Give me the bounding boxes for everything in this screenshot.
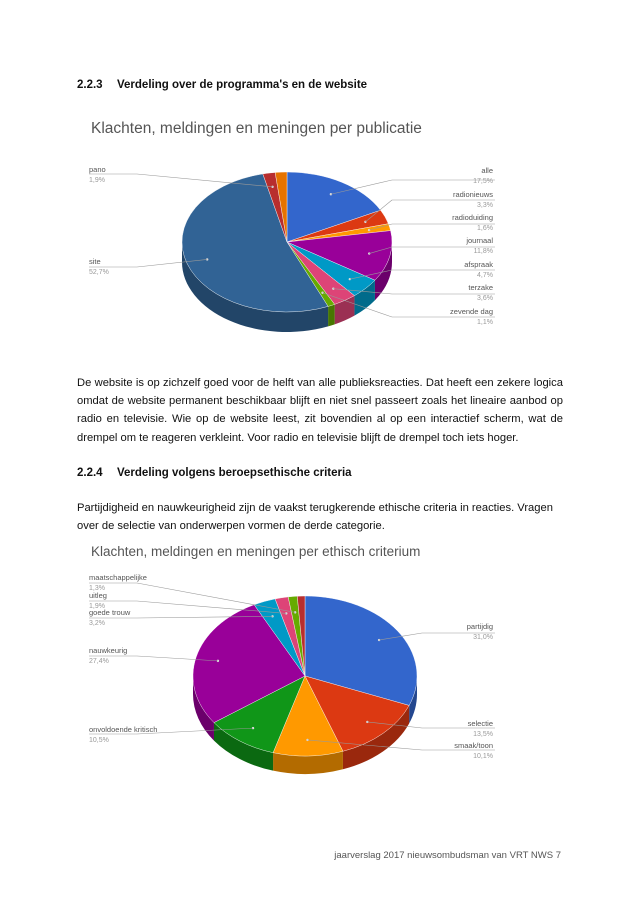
label-uitleg: uitleg bbox=[89, 591, 107, 600]
value-maatschappelijke: 1,3% bbox=[89, 585, 105, 592]
paragraph-website: De website is op zichzelf goed voor de helft van alle publieksreacties. Dat heeft een zekere logica omdat de website permanent beschikbaar blijft en niet snel passeert zoals het lineaire aanbod op radio en televisie. Wie op de website leest, zit bovendien al op een interactief scherm, wat de drempel om te reageren verkleint. Voor radio en televisie blijft de drempel toch iets hoger. bbox=[77, 377, 563, 444]
section-title: Verdeling volgens beroepsethische criteria bbox=[117, 467, 352, 479]
label-terzake: terzake bbox=[468, 283, 493, 292]
value-terzake: 3,6% bbox=[477, 295, 493, 302]
value-afspraak: 4,7% bbox=[477, 272, 493, 279]
value-zevende-dag: 1,1% bbox=[477, 319, 493, 326]
label-nauwkeurig: nauwkeurig bbox=[89, 646, 128, 655]
label-selectie: selectie bbox=[467, 719, 493, 728]
value-smaak-toon: 10,1% bbox=[473, 753, 493, 760]
label-afspraak: afspraak bbox=[464, 260, 493, 269]
label-goede-trouw: goede trouw bbox=[89, 608, 131, 617]
chart-publicatie bbox=[77, 112, 563, 347]
value-radionieuws: 3,3% bbox=[477, 202, 493, 209]
label-journaal: journaal bbox=[466, 236, 493, 245]
section-number: 2.2.3 bbox=[77, 79, 103, 91]
value-journaal: 11,8% bbox=[473, 248, 493, 255]
value-radioduiding: 1,6% bbox=[477, 225, 493, 232]
value-partijdig: 31,0% bbox=[473, 634, 493, 641]
leader-line-maatschappelijke bbox=[137, 583, 295, 612]
section-title: Verdeling over de programma's en de website bbox=[117, 79, 368, 91]
pie-side-zevende-dag bbox=[328, 304, 335, 326]
label-alle: alle bbox=[481, 166, 493, 175]
label-radionieuws: radionieuws bbox=[452, 190, 493, 199]
pie-slices bbox=[193, 596, 417, 756]
label-site: site bbox=[89, 257, 101, 266]
section-heading-2-2-4 bbox=[77, 467, 352, 479]
label-onvoldoende-kritisch: onvoldoende kritisch bbox=[89, 725, 158, 734]
chart-ethisch-criterium-svg bbox=[77, 538, 563, 788]
value-site: 52,7% bbox=[89, 269, 109, 276]
section-number: 2.2.4 bbox=[77, 467, 103, 479]
chart-ethisch-criterium bbox=[77, 538, 563, 788]
label-pano: pano bbox=[89, 165, 106, 174]
value-nauwkeurig: 27,4% bbox=[89, 658, 109, 665]
value-onvoldoende-kritisch: 10,5% bbox=[89, 737, 109, 744]
page-footer: jaarverslag 2017 nieuwsombudsman van VRT NWS 7 bbox=[334, 850, 561, 861]
chart-title: Klachten, meldingen en meningen per publicatie bbox=[91, 120, 422, 137]
value-alle: 17,5% bbox=[473, 178, 493, 185]
label-smaak-toon: smaak/toon bbox=[454, 741, 493, 750]
value-pano: 1,9% bbox=[89, 177, 105, 184]
label-partijdig: partijdig bbox=[466, 622, 493, 631]
paragraph-criteria: Partijdigheid en nauwkeurigheid zijn de vaakst terugkerende ethische criteria in reacties. Vragen over de selectie van onderwerpen vormen de derde categorie. bbox=[77, 502, 553, 533]
label-radioduiding: radioduiding bbox=[452, 213, 493, 222]
value-uitleg: 1,9% bbox=[89, 603, 105, 610]
chart-title: Klachten, meldingen en meningen per ethisch criterium bbox=[91, 544, 421, 559]
label-maatschappelijke: maatschappelijke bbox=[89, 573, 147, 582]
value-goede-trouw: 3,2% bbox=[89, 620, 105, 627]
value-selectie: 13,5% bbox=[473, 731, 493, 738]
section-heading-2-2-3 bbox=[77, 79, 367, 91]
chart-publicatie-svg bbox=[77, 112, 563, 347]
label-zevende-dag: zevende dag bbox=[450, 307, 493, 316]
